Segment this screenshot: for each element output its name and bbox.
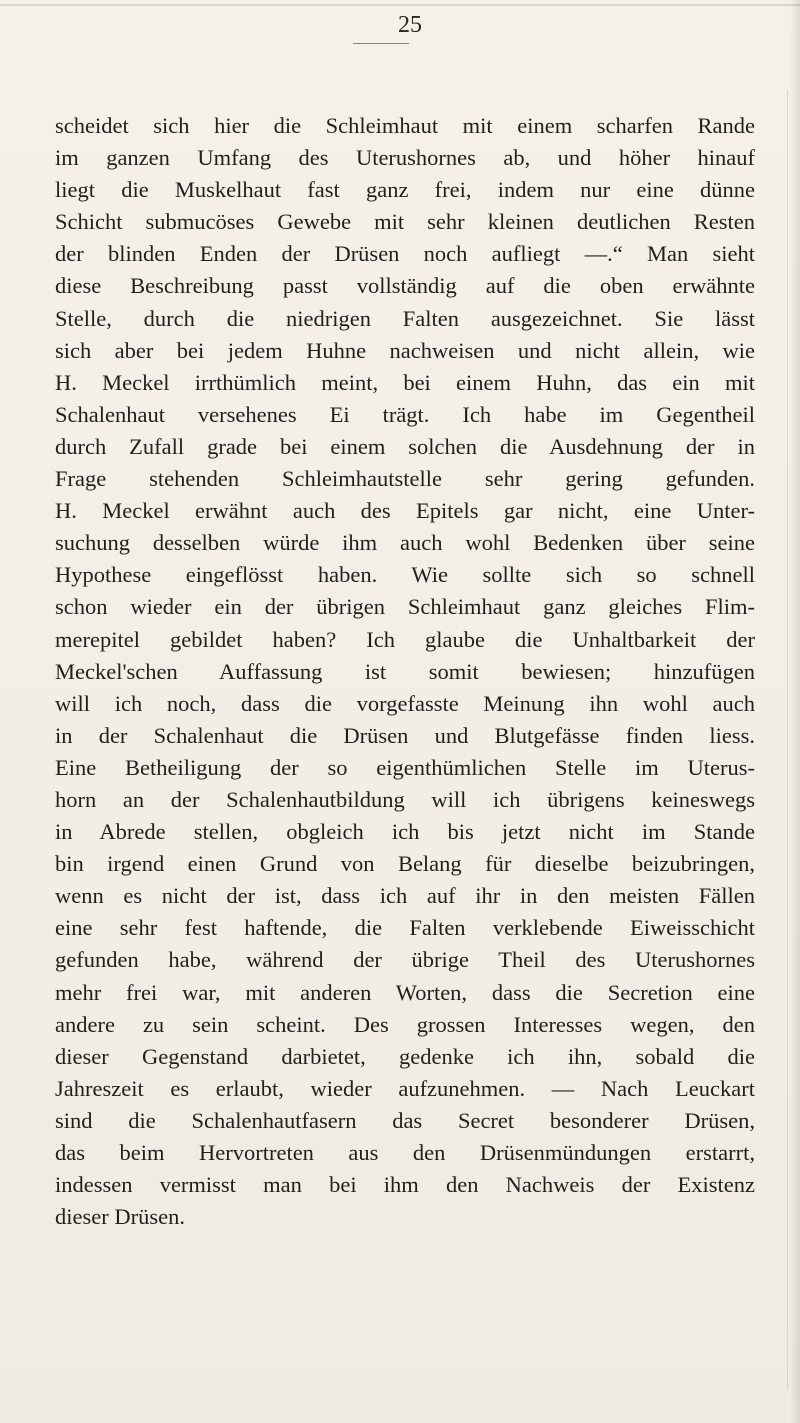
text-line: der blinden Enden der Drüsen noch aufliegt —.“ Man sieht	[55, 241, 755, 267]
text-line: wenn es nicht der ist, dass ich auf ihr in den meisten Fällen	[55, 883, 755, 909]
text-line: schon wieder ein der übrigen Schleimhaut ganz gleiches Flim-	[55, 594, 755, 620]
page-fold-line	[787, 90, 788, 1390]
text-line: sind die Schalenhautfasern das Secret besonderer Drüsen,	[55, 1107, 755, 1133]
text-line: eine sehr fest haftende, die Falten verklebende Eiweisschicht	[55, 915, 755, 941]
text-line: im ganzen Umfang des Uterushornes ab, und höher hinauf	[55, 145, 755, 171]
text-line: suchung desselben würde ihm auch wohl Bedenken über seine	[55, 530, 755, 556]
text-line: indessen vermisst man bei ihm den Nachweis der Existenz	[55, 1172, 755, 1198]
text-line: sich aber bei jedem Huhne nachweisen und nicht allein, wie	[55, 337, 755, 363]
text-line: Eine Betheiligung der so eigenthümlichen Stelle im Uterus-	[55, 754, 755, 780]
text-line: gefunden habe, während der übrige Theil des Uterushornes	[55, 947, 755, 973]
text-line: merepitel gebildet haben? Ich glaube die Unhaltbarkeit der	[55, 626, 755, 652]
text-line: liegt die Muskelhaut fast ganz frei, indem nur eine dünne	[55, 177, 755, 203]
text-line: bin irgend einen Grund von Belang für dieselbe beizubringen,	[55, 851, 755, 877]
text-line: dieser Gegenstand darbietet, gedenke ich ihn, sobald die	[55, 1043, 755, 1069]
top-edge-rule	[0, 4, 800, 6]
text-line: diese Beschreibung passt vollständig auf die oben erwähnte	[55, 273, 755, 299]
text-line: mehr frei war, mit anderen Worten, dass die Secretion eine	[55, 979, 755, 1005]
text-line: Hypothese eingeflösst haben. Wie sollte sich so schnell	[55, 562, 755, 588]
text-line: durch Zufall grade bei einem solchen die Ausdehnung der in	[55, 433, 755, 459]
text-line: Frage stehenden Schleimhautstelle sehr gering gefunden.	[55, 466, 755, 492]
text-line: in Abrede stellen, obgleich ich bis jetzt nicht im Stande	[55, 819, 755, 845]
page-edge-shadow	[790, 0, 800, 1423]
text-line: Schalenhaut versehenes Ei trägt. Ich habe im Gegentheil	[55, 401, 755, 427]
page-number-underline	[353, 43, 409, 44]
text-line: H. Meckel erwähnt auch des Epitels gar nicht, eine Unter-	[55, 498, 755, 524]
text-line: das beim Hervortreten aus den Drüsenmündungen erstarrt,	[55, 1140, 755, 1165]
text-line-last: dieser Drüsen.	[55, 1204, 185, 1230]
text-line: Stelle, durch die niedrigen Falten ausgezeichnet. Sie lässt	[55, 305, 755, 331]
text-line: scheidet sich hier die Schleimhaut mit einem scharfen Rande	[55, 113, 755, 138]
text-line: horn an der Schalenhautbildung will ich übrigens keineswegs	[55, 786, 755, 812]
text-line: in der Schalenhaut die Drüsen und Blutgefässe finden liess.	[55, 722, 755, 748]
page-number: 25	[398, 12, 422, 38]
text-line: Meckel'schen Auffassung ist somit bewiesen; hinzufügen	[55, 658, 755, 684]
text-line: H. Meckel irrthümlich meint, bei einem Huhn, das ein mit	[55, 369, 755, 395]
text-line: Jahreszeit es erlaubt, wieder aufzunehmen. — Nach Leuckart	[55, 1075, 755, 1101]
text-line: will ich noch, dass die vorgefasste Meinung ihn wohl auch	[55, 690, 755, 716]
text-line: andere zu sein scheint. Des grossen Interesses wegen, den	[55, 1011, 755, 1037]
body-paragraph	[55, 110, 755, 1233]
text-line: Schicht submucöses Gewebe mit sehr kleinen deutlichen Resten	[55, 209, 755, 235]
